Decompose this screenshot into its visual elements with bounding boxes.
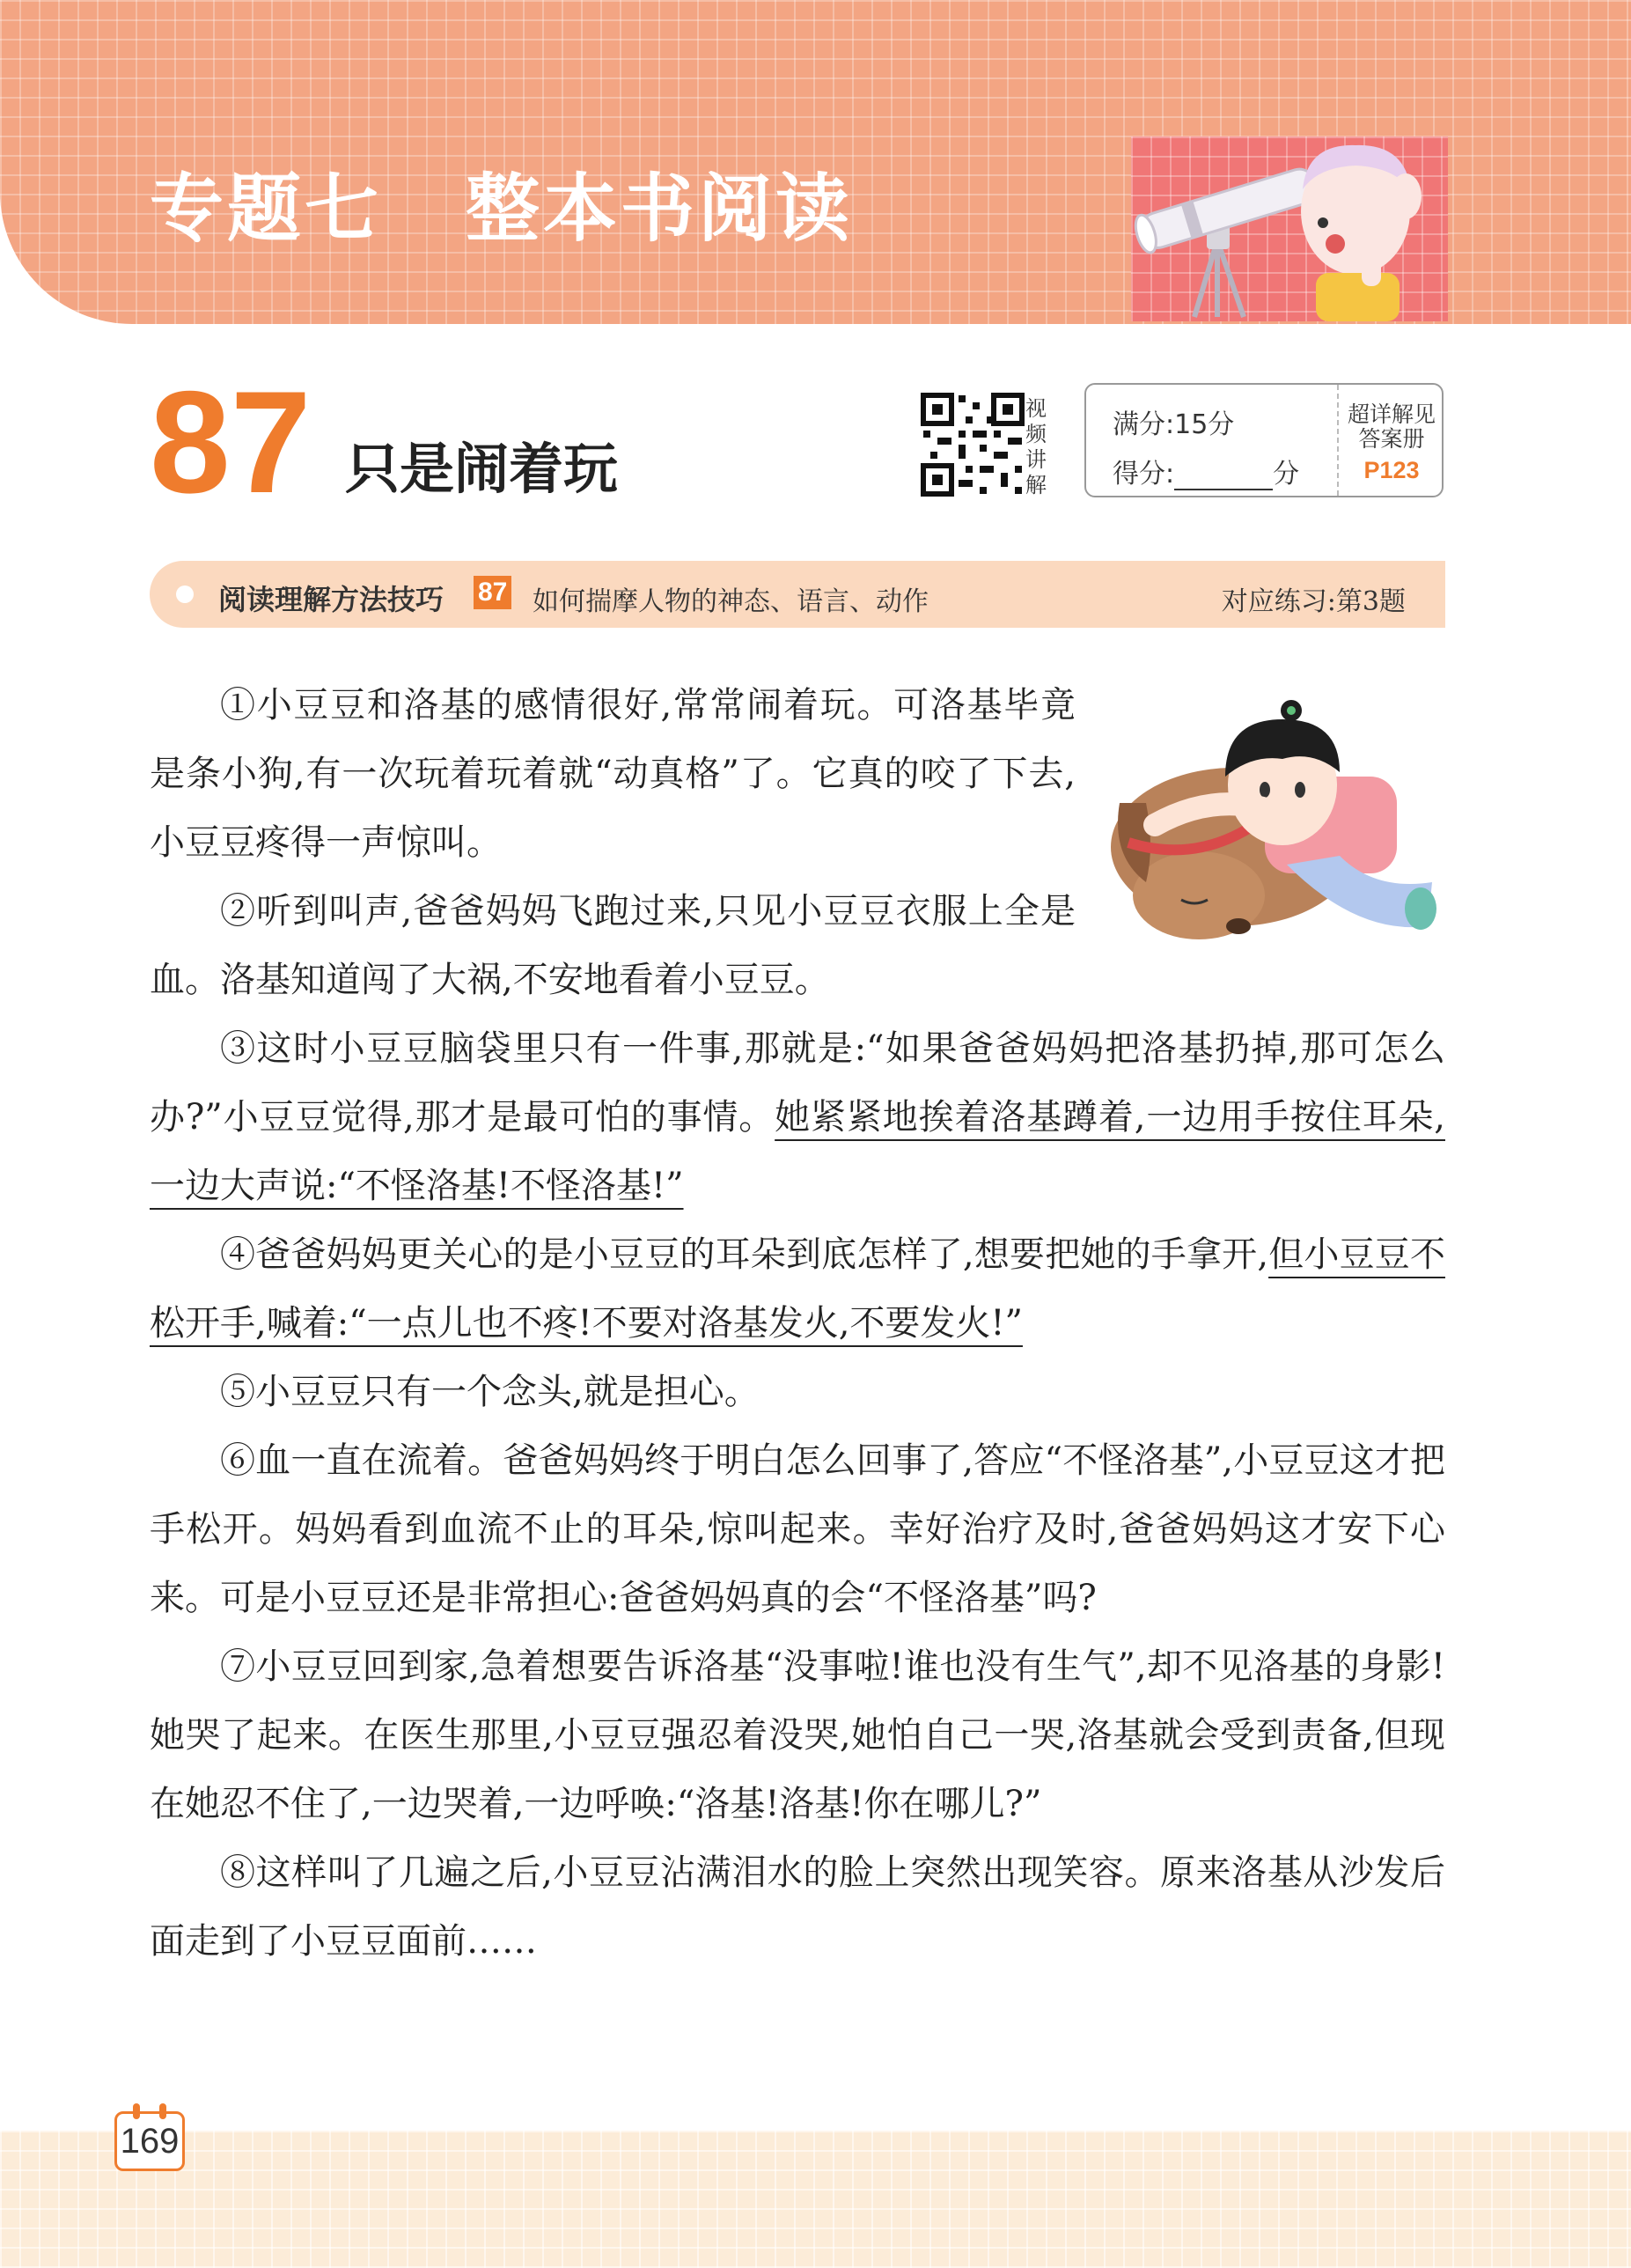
- qr-label-char: 解: [1025, 473, 1047, 497]
- qr-code-icon[interactable]: [920, 392, 1025, 497]
- telescope-child-illustration: [1131, 136, 1448, 321]
- paragraph-4: [150, 1220, 1445, 1358]
- answer-line1: 超详解见: [1347, 401, 1436, 427]
- section-title-part2: 整本书阅读: [466, 166, 854, 252]
- video-explain-label: [1023, 396, 1049, 498]
- underlined-sentence: 她紧紧地挨着洛基蹲着,一边用手按住耳朵,一边大声说:“不怪洛基!不怪洛基!”: [150, 1097, 1445, 1206]
- answer-line2: 答案册: [1358, 426, 1425, 452]
- paragraph-2: ②听到叫声,爸爸妈妈飞跑过来,只见小豆豆衣服上全是血。洛基知道闯了大祸,不安地看着小豆豆。: [150, 891, 1076, 1000]
- girl-hugging-dog-illustration: [1093, 671, 1445, 944]
- method-tip-bar: [150, 561, 1445, 628]
- qr-label-char: 视: [1025, 396, 1047, 421]
- practice-reference: 对应练习:第3题: [1221, 586, 1406, 617]
- paragraph-8: ⑧这样叫了几遍之后,小豆豆沾满泪水的脸上突然出现笑容。原来洛基从沙发后面走到了小豆豆面前……: [150, 1852, 1445, 1962]
- score-blank[interactable]: [1174, 462, 1273, 490]
- chapter-header: [0, 0, 1631, 324]
- score-unit: 分: [1273, 459, 1300, 490]
- paragraph-3: [150, 1014, 1445, 1220]
- paragraph-3-text: ③这时小豆豆脑袋里只有一件事,那就是:“如果爸爸妈妈把洛基扔掉,那可怎么办?”小豆豆觉得,那才是最可怕的事情。: [150, 1028, 1445, 1138]
- answer-reference: [1343, 402, 1440, 452]
- paragraph-7: ⑦小豆豆回到家,急着想要告诉洛基“没事啦!谁也没有生气”,却不见洛基的身影!她哭了起来。在医生那里,小豆豆强忍着没哭,她怕自己一哭,洛基就会受到责备,但现在她忍不住了,一边哭着,一边呼唤:“洛基!洛基!你在哪儿?”: [150, 1646, 1445, 1824]
- answer-page: P123: [1363, 457, 1420, 483]
- lesson-number: 87: [150, 361, 312, 523]
- lesson-title: 只是闹着玩: [345, 437, 619, 501]
- paragraph-1: ①小豆豆和洛基的感情很好,常常闹着玩。可洛基毕竟是条小狗,有一次玩着玩着就“动真格”了。它真的咬了下去,小豆豆疼得一声惊叫。: [150, 685, 1076, 863]
- method-text: 如何揣摩人物的神态、语言、动作: [533, 586, 929, 617]
- method-number: 87: [474, 576, 511, 609]
- section-title: [150, 166, 854, 252]
- paragraph-6: ⑥血一直在流着。爸爸妈妈终于明白怎么回事了,答应“不怪洛基”,小豆豆这才把手松开。妈妈看到血流不止的耳朵,惊叫起来。幸好治疗及时,爸爸妈妈这才安下心来。可是小豆豆还是非常担心:爸爸妈妈真的会“不怪洛基”吗?: [150, 1440, 1445, 1618]
- full-score: 满分:15分: [1113, 409, 1235, 440]
- bullet-icon: [176, 585, 194, 603]
- calendar-ring-icon: [133, 2103, 140, 2119]
- reading-article: [150, 671, 1445, 1976]
- page-number-badge: [114, 2111, 185, 2171]
- score-divider: [1337, 385, 1339, 496]
- qr-label-char: 频: [1025, 422, 1047, 446]
- page-footer: [0, 2131, 1631, 2268]
- underlined-sentence: 但小豆豆不松开手,喊着:“一点儿也不疼!不要对洛基发火,不要发火!”: [150, 1234, 1445, 1344]
- score-field[interactable]: [1113, 452, 1299, 490]
- paragraph-5: ⑤小豆豆只有一个念头,就是担心。: [220, 1372, 760, 1412]
- paragraph-4-text: ④爸爸妈妈更关心的是小豆豆的耳朵到底怎样了,想要把她的手拿开,: [220, 1234, 1269, 1275]
- method-label: 阅读理解方法技巧: [218, 583, 444, 616]
- section-title-part1: 专题七: [150, 166, 383, 252]
- calendar-ring-icon: [159, 2103, 166, 2119]
- score-label: 得分:: [1113, 459, 1175, 490]
- page-number: 169: [120, 2122, 180, 2161]
- qr-label-char: 讲: [1025, 447, 1047, 472]
- score-box: [1084, 383, 1444, 497]
